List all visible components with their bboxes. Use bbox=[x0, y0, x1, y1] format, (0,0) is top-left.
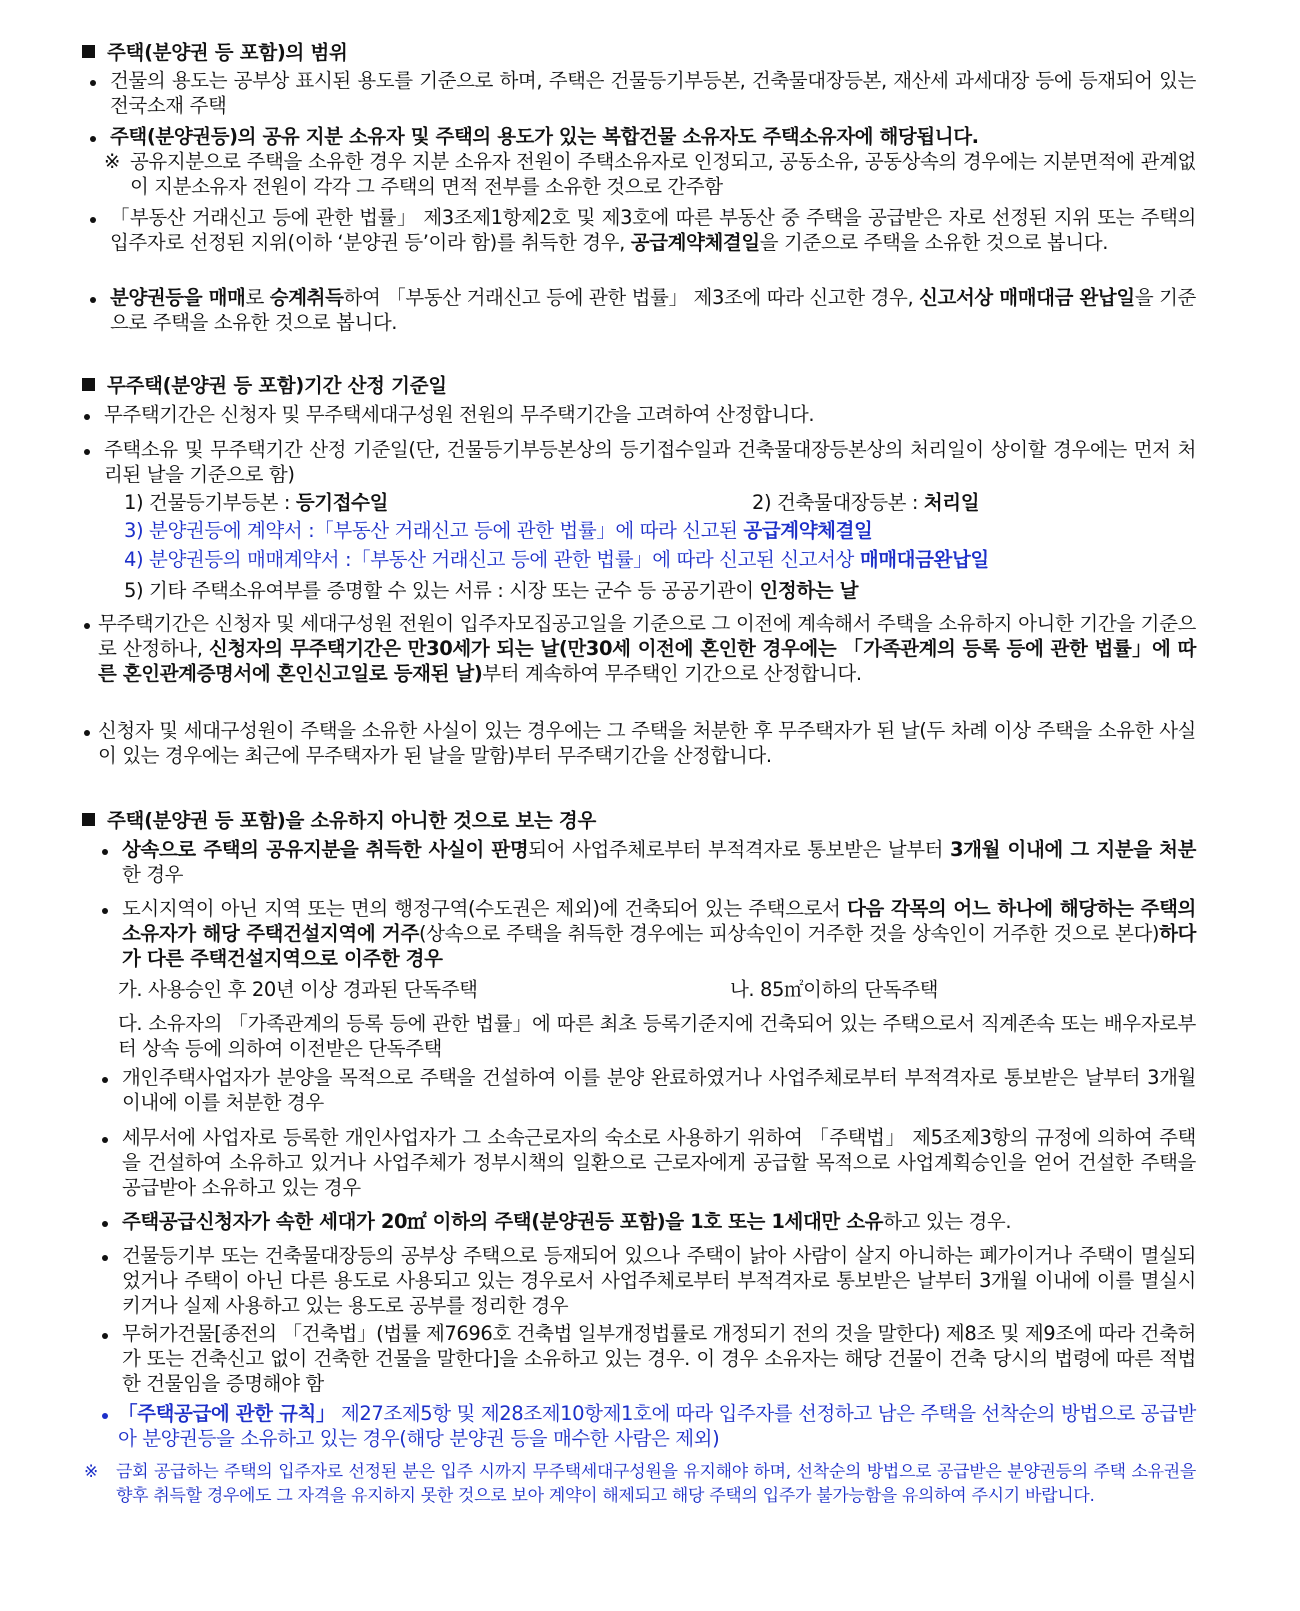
note-mark: ※ bbox=[104, 150, 121, 173]
bullet-icon bbox=[102, 908, 108, 914]
s1-bullet2-note: 공유지분으로 주택을 소유한 경우 지분 소유자 전원이 주택소유자로 인정되고, 공동소유, 공동상속의 경우에는 지분면적에 관계없이 지분소유자 전원이 각각 그 주택의 면적 전부를 소유한 것으로 간주함 bbox=[130, 150, 1196, 198]
s2-bullet3: 무주택기간은 신청자 및 세대구성원 전원이 입주자모집공고일을 기준으로 그 이전에 계속해서 주택을 소유하지 아니한 기간을 기준으로 산정하나, 신청자의 무주택기간은 만30세가 되는 날(만30세 이전에 혼인한 경우에는 「가족관계의 등록 등에 관한 법률」에 따른 혼인관계증명서에 혼인신고일로 등재된 날)부터 계속하여 무주택인 기간으로 산정합니다. bbox=[98, 612, 1196, 685]
s1-bullet2: 주택(분양권등)의 공유 지분 소유자 및 주택의 용도가 있는 복합건물 소유자도 주택소유자에 해당됩니다. bbox=[110, 125, 979, 148]
bullet-icon bbox=[102, 1413, 108, 1419]
square-bullet-icon bbox=[82, 378, 95, 391]
s3-bullet7: 무허가건물[종전의 「건축법」(법률 제7696호 건축법 일부개정법률로 개정되기 전의 것을 말한다) 제8조 및 제9조에 따라 건축허가 또는 건축신고 없이 건축한 건물을 말한다]을 소유하고 있는 경우. 이 경우 소유자는 해당 건물이 건축 당시의 법령에 따른 적법한 건물임을 증명해야 함 bbox=[122, 1322, 1196, 1395]
bullet-icon bbox=[90, 80, 96, 86]
bullet-icon bbox=[90, 217, 96, 223]
s2-item1: 1) 건물등기부등본 : 등기접수일 bbox=[124, 491, 389, 514]
s3-bullet4: 세무서에 사업자로 등록한 개인사업자가 그 소속근로자의 숙소로 사용하기 위하여 「주택법」 제5조제3항의 규정에 의하여 주택을 건설하여 소유하고 있거나 사업주체가 정부시책의 일환으로 근로자에게 공급할 목적으로 사업계획승인을 얻어 건설한 주택을 공급받아 소유하고 있는 경우 bbox=[122, 1126, 1196, 1199]
square-bullet-icon bbox=[82, 45, 95, 58]
s1-bullet3: 「부동산 거래신고 등에 관한 법률」 제3조제1항제2호 및 제3호에 따른 부동산 중 주택을 공급받은 자로 선정된 지위 또는 주택의 입주자로 선정된 지위(이하 ‘분양권 등’이라 함)를 취득한 경우, 공급계약체결일을 기준으로 주택을 소유한 것으로 봅니다. bbox=[110, 206, 1196, 254]
final-note-mark: ※ bbox=[84, 1462, 99, 1482]
bullet-icon bbox=[102, 1077, 108, 1083]
bullet-icon bbox=[102, 1333, 108, 1339]
s2-bullet1: 무주택기간은 신청자 및 무주택세대구성원 전원의 무주택기간을 고려하여 산정합니다. bbox=[104, 403, 815, 426]
s3-bullet1: 상속으로 주택의 공유지분을 취득한 사실이 판명되어 사업주체로부터 부적격자로 통보받은 날부터 3개월 이내에 그 지분을 처분한 경우 bbox=[122, 838, 1197, 886]
s3-sub-ga: 가. 사용승인 후 20년 이상 경과된 단독주택 bbox=[118, 978, 478, 1001]
section2-title: 무주택(분양권 등 포함)기간 산정 기준일 bbox=[82, 370, 447, 398]
bullet-icon bbox=[102, 1255, 108, 1261]
s3-sub-na: 나. 85㎡이하의 단독주택 bbox=[730, 978, 939, 1001]
bullet-icon bbox=[90, 136, 96, 142]
bullet-icon bbox=[84, 730, 90, 736]
s2-bullet4: 신청자 및 세대구성원이 주택을 소유한 사실이 있는 경우에는 그 주택을 처분한 후 무주택자가 된 날(두 차례 이상 주택을 소유한 사실이 있는 경우에는 최근에 무주택자가 된 날을 말함)부터 무주택기간을 산정합니다. bbox=[98, 719, 1196, 767]
s3-bullet2: 도시지역이 아닌 지역 또는 면의 행정구역(수도권은 제외)에 건축되어 있는 주택으로서 다음 각목의 어느 하나에 해당하는 주택의 소유자가 해당 주택건설지역에 거주(상속으로 주택을 취득한 경우에는 피상속인이 거주한 것을 상속인이 거주한 것으로 본다)하다가 다른 주택건설지역으로 이주한 경우 bbox=[122, 897, 1196, 970]
section3-title: 주택(분양권 등 포함)을 소유하지 아니한 것으로 보는 경우 bbox=[82, 805, 596, 833]
s3-bullet3: 개인주택사업자가 분양을 목적으로 주택을 건설하여 이를 분양 완료하였거나 사업주체로부터 부적격자로 통보받은 날부터 3개월 이내에 이를 처분한 경우 bbox=[122, 1066, 1196, 1114]
s2-item2: 2) 건축물대장등본 : 처리일 bbox=[752, 491, 980, 514]
bullet-icon bbox=[90, 297, 96, 303]
bullet-icon bbox=[84, 414, 90, 420]
s3-sub-da: 다. 소유자의 「가족관계의 등록 등에 관한 법률」에 따른 최초 등록기준지에 건축되어 있는 주택으로서 직계존속 또는 배우자로부터 상속 등에 의하여 이전받은 단독주택 bbox=[118, 1012, 1196, 1060]
s1-bullet4: 분양권등을 매매로 승계취득하여 「부동산 거래신고 등에 관한 법률」 제3조에 따라 신고한 경우, 신고서상 매매대금 완납일을 기준으로 주택을 소유한 것으로 봅니다. bbox=[110, 286, 1196, 334]
bullet-icon bbox=[102, 1137, 108, 1143]
s2-item4: 4) 분양권등의 매매계약서 :「부동산 거래신고 등에 관한 법률」에 따라 신고된 신고서상 매매대금완납일 bbox=[124, 548, 989, 571]
s2-item5: 5) 기타 주택소유여부를 증명할 수 있는 서류 : 시장 또는 군수 등 공공기관이 인정하는 날 bbox=[124, 579, 859, 602]
bullet-icon bbox=[102, 849, 108, 855]
bullet-icon bbox=[84, 449, 90, 455]
s2-item3: 3) 분양권등에 계약서 :「부동산 거래신고 등에 관한 법률」에 따라 신고된 공급계약체결일 bbox=[124, 519, 873, 542]
s2-bullet2: 주택소유 및 무주택기간 산정 기준일(단, 건물등기부등본상의 등기접수일과 건축물대장등본상의 처리일이 상이할 경우에는 먼저 처리된 날을 기준으로 함) bbox=[104, 438, 1196, 486]
s3-bullet8: 「주택공급에 관한 규칙」 제27조제5항 및 제28조제10항제1호에 따라 입주자를 선정하고 남은 주택을 선착순의 방법으로 공급받아 분양권등을 소유하고 있는 경우(해당 분양권 등을 매수한 사람은 제외) bbox=[118, 1402, 1196, 1450]
final-note: 금회 공급하는 주택의 입주자로 선정된 분은 입주 시까지 무주택세대구성원을 유지해야 하며, 선착순의 방법으로 공급받은 분양권등의 주택 소유권을 향후 취득할 경우에도 그 자격을 유지하지 못한 것으로 보아 계약이 해제되고 해당 주택의 입주가 불가능함을 유의하여 주시기 바랍니다. bbox=[116, 1462, 1196, 1506]
s1-bullet1: 건물의 용도는 공부상 표시된 용도를 기준으로 하며, 주택은 건물등기부등본, 건축물대장등본, 재산세 과세대장 등에 등재되어 있는 전국소재 주택 bbox=[110, 69, 1196, 117]
square-bullet-icon bbox=[82, 813, 95, 826]
bullet-icon bbox=[102, 1221, 108, 1227]
bullet-icon bbox=[84, 623, 90, 629]
section1-title: 주택(분양권 등 포함)의 범위 bbox=[82, 37, 348, 65]
s3-bullet6: 건물등기부 또는 건축물대장등의 공부상 주택으로 등재되어 있으나 주택이 낡아 사람이 살지 아니하는 폐가이거나 주택이 멸실되었거나 주택이 아닌 다른 용도로 사용되고 있는 경우로서 사업주체로부터 부적격자로 통보받은 날부터 3개월 이내에 이를 멸실시키거나 실제 사용하고 있는 용도로 공부를 정리한 경우 bbox=[122, 1244, 1196, 1317]
s3-bullet5: 주택공급신청자가 속한 세대가 20㎡ 이하의 주택(분양권등 포함)을 1호 또는 1세대만 소유하고 있는 경우. bbox=[122, 1210, 1012, 1233]
